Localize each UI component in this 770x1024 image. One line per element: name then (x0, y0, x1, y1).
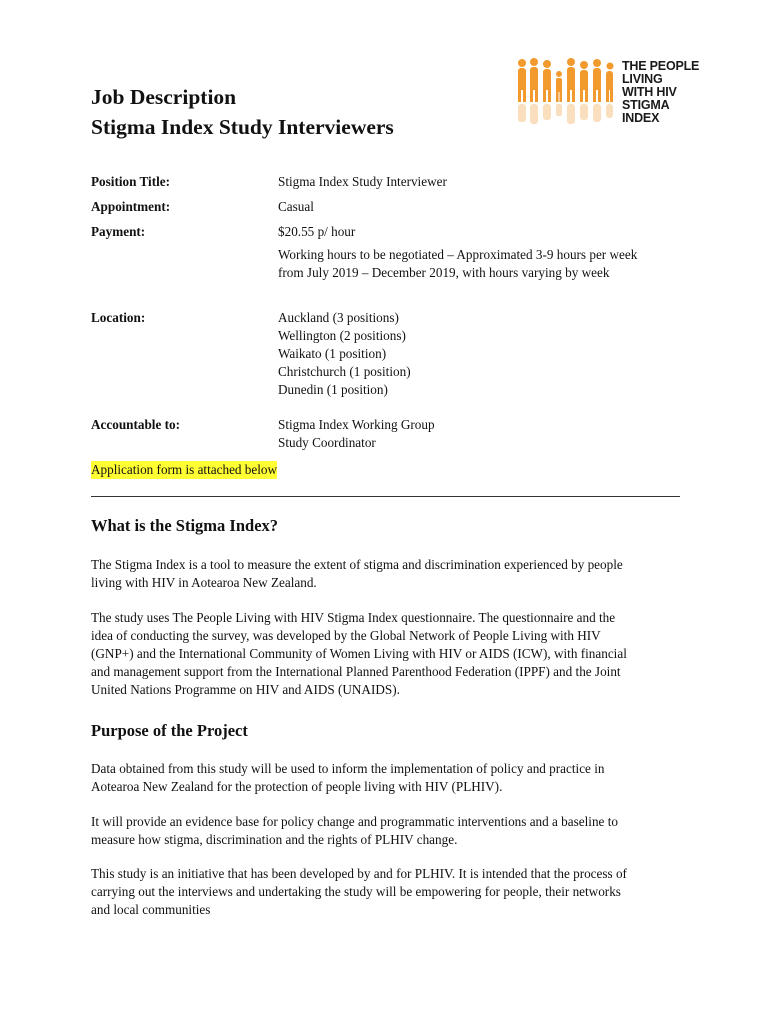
logo-wordmark (622, 60, 699, 125)
paragraph-line: Aotearoa New Zealand for the protection of people living with HIV (PLHIV). (91, 779, 503, 794)
section-heading-purpose: Purpose of the Project (91, 721, 248, 740)
people-figures-icon (514, 56, 618, 132)
detail-value-line: $20.55 p/ hour (278, 224, 356, 239)
detail-row-location (91, 309, 691, 399)
location-item: Dunedin (1 position) (278, 382, 388, 397)
detail-value-line: Casual (278, 199, 314, 214)
location-item: Waikato (1 position) (278, 346, 387, 361)
paragraph-line: living with HIV in Aotearoa New Zealand. (91, 575, 317, 590)
paragraph-line: and management support from the International Planned Parenthood Federation (IPPF) and the Joint (91, 664, 621, 679)
detail-label: Position Title: (91, 174, 171, 189)
paragraph (91, 609, 681, 699)
paragraph-line: The Stigma Index is a tool to measure the extent of stigma and discrimination experienced by people (91, 557, 623, 572)
accountable-item: Study Coordinator (278, 435, 376, 450)
paragraph (91, 556, 681, 592)
job-details (91, 173, 691, 459)
section-heading-stigma-index: What is the Stigma Index? (91, 516, 279, 535)
detail-label: Appointment: (91, 199, 171, 214)
paragraph-line: and local communities (91, 902, 211, 917)
section-divider (91, 496, 680, 497)
logo-line: STIGMA (622, 98, 670, 112)
paragraph-line: (GNP+) and the International Community of Women Living with HIV or AIDS (ICW), with financial (91, 646, 627, 661)
detail-value-line: Stigma Index Study Interviewer (278, 174, 447, 189)
detail-row-position-title (91, 173, 691, 191)
detail-value (278, 416, 691, 452)
detail-label: Payment: (91, 224, 146, 239)
logo-line: THE PEOPLE (622, 59, 700, 73)
paragraph-line: carrying out the interviews and undertaking the study will be empowering for people, their networks (91, 884, 621, 899)
document-title (91, 82, 394, 142)
paragraph-line: The study uses The People Living with HIV Stigma Index questionnaire. The questionnaire and the (91, 610, 616, 625)
paragraph-line: measure how stigma, discrimination and the rights of PLHIV change. (91, 832, 458, 847)
paragraph (91, 813, 681, 849)
detail-value (278, 198, 691, 216)
paragraph-line: It will provide an evidence base for policy change and programmatic interventions and a baseline to (91, 814, 618, 829)
logo-line: WITH HIV (622, 85, 677, 99)
paragraph-line: United Nations Programme on HIV and AIDS (UNAIDS). (91, 682, 400, 697)
location-item: Christchurch (1 position) (278, 364, 411, 379)
logo-line: INDEX (622, 111, 660, 125)
detail-row-accountable (91, 416, 691, 452)
paragraph (91, 760, 681, 796)
detail-label: Location: (91, 310, 146, 325)
detail-value (278, 223, 691, 282)
detail-value-line: from July 2019 – December 2019, with hours varying by week (278, 265, 610, 280)
detail-row-appointment (91, 198, 691, 216)
paragraph-line: This study is an initiative that has been developed by and for PLHIV. It is intended that the process of (91, 866, 627, 881)
accountable-item: Stigma Index Working Group (278, 417, 435, 432)
detail-row-payment (91, 223, 691, 282)
detail-value (278, 309, 691, 399)
plhiv-stigma-index-logo (514, 56, 704, 132)
paragraph-line: idea of conducting the survey, was developed by the Global Network of People Living with HIV (91, 628, 601, 643)
logo-line: LIVING (622, 72, 663, 86)
detail-value-line: Working hours to be negotiated – Approximated 3-9 hours per week (278, 247, 638, 262)
title-line-1: Job Description (91, 85, 237, 109)
application-form-note: Application form is attached below (91, 462, 278, 477)
location-item: Auckland (3 positions) (278, 310, 399, 325)
location-item: Wellington (2 positions) (278, 328, 406, 343)
title-line-2: Stigma Index Study Interviewers (91, 115, 394, 139)
paragraph (91, 865, 681, 919)
paragraph-line: Data obtained from this study will be used to inform the implementation of policy and practice in (91, 761, 605, 776)
detail-value (278, 173, 691, 191)
detail-label: Accountable to: (91, 417, 181, 432)
